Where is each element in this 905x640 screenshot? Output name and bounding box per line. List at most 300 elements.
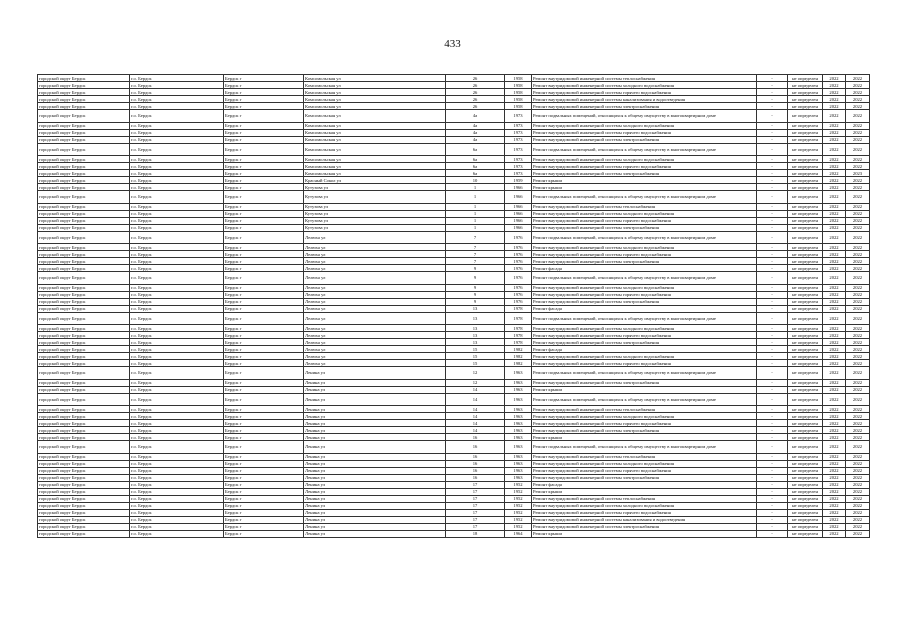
plan-year-cell: 2022 — [823, 353, 846, 360]
cost-cell: - — [757, 516, 788, 523]
cost-cell: - — [757, 488, 788, 495]
cost-cell: - — [757, 170, 788, 177]
municipality-cell: городской округ Бердск — [38, 89, 130, 96]
municipality-cell: городской округ Бердск — [38, 420, 130, 427]
table-row — [38, 291, 870, 298]
locality-cell: Бердск г — [224, 170, 304, 177]
cost-cell: - — [757, 413, 788, 420]
cost-cell: - — [757, 502, 788, 509]
plan-year-cell: 2022 — [823, 467, 846, 474]
work-type-cell: Ремонт внутридомовой инженерной системы горячего водоснабжения — [532, 509, 757, 516]
contractor-cell: не определен — [788, 170, 823, 177]
house-cell: 17 — [446, 516, 505, 523]
house-cell: 1 — [446, 224, 505, 231]
plan-year-cell: 2022 — [823, 89, 846, 96]
settlement-cell: г.о. Бердск — [130, 122, 224, 129]
settlement-cell: г.о. Бердск — [130, 103, 224, 110]
plan-year-cell: 2022 — [823, 509, 846, 516]
municipality-cell: городской округ Бердск — [38, 305, 130, 312]
work-type-cell: Ремонт внутридомовой инженерной системы электроснабжения — [532, 339, 757, 346]
cost-cell: - — [757, 210, 788, 217]
street-cell: Лелюха ул — [304, 325, 446, 332]
year-built-cell: 1952 — [505, 495, 532, 502]
year-built-cell: 1973 — [505, 110, 532, 123]
plan-year-cell: 2022 — [823, 156, 846, 163]
settlement-cell: г.о. Бердск — [130, 353, 224, 360]
plan-year-cell: 2022 — [823, 367, 846, 380]
house-cell: 17 — [446, 488, 505, 495]
municipality-cell: городской округ Бердск — [38, 156, 130, 163]
end-year-cell: 2022 — [846, 530, 870, 537]
municipality-cell: городской округ Бердск — [38, 103, 130, 110]
plan-year-cell: 2022 — [823, 217, 846, 224]
end-year-cell: 2022 — [846, 122, 870, 129]
cost-cell: - — [757, 360, 788, 367]
municipality-cell: городской округ Бердск — [38, 170, 130, 177]
plan-year-cell: 2022 — [823, 136, 846, 143]
cost-cell: - — [757, 156, 788, 163]
municipality-cell: городской округ Бердск — [38, 509, 130, 516]
year-built-cell: 1964 — [505, 530, 532, 537]
street-cell: Лелюха ул — [304, 298, 446, 305]
end-year-cell: 2022 — [846, 96, 870, 103]
contractor-cell: не определен — [788, 353, 823, 360]
cost-cell: - — [757, 509, 788, 516]
house-cell: 6а — [446, 143, 505, 156]
locality-cell: Бердск г — [224, 103, 304, 110]
house-cell: 26 — [446, 89, 505, 96]
contractor-cell: не определен — [788, 474, 823, 481]
street-cell: Лелюха ул — [304, 244, 446, 251]
contractor-cell: не определен — [788, 210, 823, 217]
cost-cell: - — [757, 339, 788, 346]
house-cell: 17 — [446, 495, 505, 502]
year-built-cell: 1963 — [505, 427, 532, 434]
contractor-cell: не определен — [788, 231, 823, 244]
work-type-cell: Ремонт внутридомовой инженерной системы теплоснабжения — [532, 75, 757, 82]
work-type-cell: Ремонт внутридомовой инженерной системы электроснабжения — [532, 298, 757, 305]
table-row — [38, 474, 870, 481]
municipality-cell: городской округ Бердск — [38, 386, 130, 393]
work-type-cell: Ремонт внутридомовой инженерной системы горячего водоснабжения — [532, 420, 757, 427]
table-row — [38, 96, 870, 103]
work-type-cell: Ремонт внутридомовой инженерной системы холодного водоснабжения — [532, 210, 757, 217]
end-year-cell: 2022 — [846, 460, 870, 467]
work-type-cell: Ремонт крыши — [532, 434, 757, 441]
work-type-cell: Ремонт внутридомовой инженерной системы горячего водоснабжения — [532, 163, 757, 170]
work-type-cell: Ремонт внутридомовой инженерной системы теплоснабжения — [532, 406, 757, 413]
contractor-cell: не определен — [788, 434, 823, 441]
municipality-cell: городской округ Бердск — [38, 332, 130, 339]
plan-year-cell: 2022 — [823, 231, 846, 244]
year-built-cell: 1966 — [505, 210, 532, 217]
work-type-cell: Ремонт внутридомовой инженерной системы горячего водоснабжения — [532, 467, 757, 474]
settlement-cell: г.о. Бердск — [130, 467, 224, 474]
year-built-cell: 1976 — [505, 272, 532, 285]
settlement-cell: г.о. Бердск — [130, 217, 224, 224]
end-year-cell: 2022 — [846, 89, 870, 96]
plan-year-cell: 2022 — [823, 284, 846, 291]
table-row — [38, 495, 870, 502]
end-year-cell: 2022 — [846, 495, 870, 502]
plan-year-cell: 2022 — [823, 96, 846, 103]
locality-cell: Бердск г — [224, 143, 304, 156]
municipality-cell: городской округ Бердск — [38, 291, 130, 298]
locality-cell: Бердск г — [224, 122, 304, 129]
locality-cell: Бердск г — [224, 420, 304, 427]
house-cell: 9 — [446, 284, 505, 291]
settlement-cell: г.о. Бердск — [130, 488, 224, 495]
year-built-cell: 1966 — [505, 217, 532, 224]
contractor-cell: не определен — [788, 509, 823, 516]
year-built-cell: 1952 — [505, 481, 532, 488]
work-type-cell: Ремонт крыши — [532, 530, 757, 537]
table-row — [38, 312, 870, 325]
year-built-cell: 1963 — [505, 460, 532, 467]
cost-cell: - — [757, 467, 788, 474]
locality-cell: Бердск г — [224, 516, 304, 523]
locality-cell: Бердск г — [224, 467, 304, 474]
table-row — [38, 460, 870, 467]
table-row — [38, 413, 870, 420]
cost-cell: - — [757, 367, 788, 380]
year-built-cell: 1976 — [505, 251, 532, 258]
table-row — [38, 143, 870, 156]
end-year-cell: 2022 — [846, 291, 870, 298]
year-built-cell: 1982 — [505, 353, 532, 360]
street-cell: Комсомольская ул — [304, 103, 446, 110]
cost-cell: - — [757, 129, 788, 136]
table-row — [38, 427, 870, 434]
plan-year-cell: 2022 — [823, 346, 846, 353]
year-built-cell: 1978 — [505, 339, 532, 346]
street-cell: Ленина ул — [304, 420, 446, 427]
house-cell: 17 — [446, 502, 505, 509]
contractor-cell: не определен — [788, 420, 823, 427]
street-cell: Ленина ул — [304, 386, 446, 393]
locality-cell: Бердск г — [224, 191, 304, 204]
year-built-cell: 1973 — [505, 122, 532, 129]
cost-cell: - — [757, 291, 788, 298]
end-year-cell: 2022 — [846, 523, 870, 530]
table-row — [38, 509, 870, 516]
house-cell: 12 — [446, 379, 505, 386]
locality-cell: Бердск г — [224, 427, 304, 434]
table-row — [38, 467, 870, 474]
street-cell: Комсомольская ул — [304, 96, 446, 103]
plan-year-cell: 2022 — [823, 488, 846, 495]
municipality-cell: городской округ Бердск — [38, 488, 130, 495]
street-cell: Лелюха ул — [304, 312, 446, 325]
house-cell: 6а — [446, 170, 505, 177]
end-year-cell: 2022 — [846, 441, 870, 454]
settlement-cell: г.о. Бердск — [130, 163, 224, 170]
plan-year-cell: 2022 — [823, 441, 846, 454]
locality-cell: Бердск г — [224, 284, 304, 291]
settlement-cell: г.о. Бердск — [130, 291, 224, 298]
house-cell: 26 — [446, 82, 505, 89]
contractor-cell: не определен — [788, 82, 823, 89]
work-type-cell: Ремонт внутридомовой инженерной системы холодного водоснабжения — [532, 284, 757, 291]
municipality-cell: городской округ Бердск — [38, 110, 130, 123]
table-row — [38, 224, 870, 231]
work-type-cell: Ремонт внутридомовой инженерной системы электроснабжения — [532, 136, 757, 143]
house-cell: 12 — [446, 367, 505, 380]
year-built-cell: 1963 — [505, 434, 532, 441]
work-type-cell: Ремонт подвальных помещений, относящихся к общему имуществу в многоквартирном доме — [532, 191, 757, 204]
locality-cell: Бердск г — [224, 488, 304, 495]
locality-cell: Бердск г — [224, 434, 304, 441]
table-row — [38, 386, 870, 393]
end-year-cell: 2022 — [846, 284, 870, 291]
house-cell: 9 — [446, 298, 505, 305]
year-built-cell: 1958 — [505, 103, 532, 110]
table-row — [38, 339, 870, 346]
cost-cell: - — [757, 305, 788, 312]
table-row — [38, 530, 870, 537]
contractor-cell: не определен — [788, 96, 823, 103]
end-year-cell: 2022 — [846, 434, 870, 441]
work-type-cell: Ремонт внутридомовой инженерной системы холодного водоснабжения — [532, 122, 757, 129]
settlement-cell: г.о. Бердск — [130, 453, 224, 460]
locality-cell: Бердск г — [224, 353, 304, 360]
street-cell: Ленина ул — [304, 488, 446, 495]
municipality-cell: городской округ Бердск — [38, 265, 130, 272]
locality-cell: Бердск г — [224, 96, 304, 103]
locality-cell: Бердск г — [224, 495, 304, 502]
page-number: 433 — [444, 38, 461, 50]
settlement-cell: г.о. Бердск — [130, 224, 224, 231]
plan-year-cell: 2022 — [823, 122, 846, 129]
municipality-cell: городской округ Бердск — [38, 523, 130, 530]
end-year-cell: 2022 — [846, 110, 870, 123]
end-year-cell: 2022 — [846, 156, 870, 163]
cost-cell: - — [757, 96, 788, 103]
cost-cell: - — [757, 346, 788, 353]
locality-cell: Бердск г — [224, 265, 304, 272]
table-row — [38, 244, 870, 251]
contractor-cell: не определен — [788, 339, 823, 346]
locality-cell: Бердск г — [224, 89, 304, 96]
contractor-cell: не определен — [788, 346, 823, 353]
plan-year-cell: 2022 — [823, 427, 846, 434]
end-year-cell: 2022 — [846, 360, 870, 367]
year-built-cell: 1978 — [505, 305, 532, 312]
street-cell: Лелюха ул — [304, 360, 446, 367]
end-year-cell: 2022 — [846, 298, 870, 305]
municipality-cell: городской округ Бердск — [38, 474, 130, 481]
works-register-table — [37, 74, 870, 538]
work-type-cell: Ремонт внутридомовой инженерной системы электроснабжения — [532, 258, 757, 265]
contractor-cell: не определен — [788, 488, 823, 495]
work-type-cell: Ремонт внутридомовой инженерной системы электроснабжения — [532, 103, 757, 110]
settlement-cell: г.о. Бердск — [130, 75, 224, 82]
municipality-cell: городской округ Бердск — [38, 184, 130, 191]
municipality-cell: городской округ Бердск — [38, 413, 130, 420]
end-year-cell: 2022 — [846, 346, 870, 353]
street-cell: Ленина ул — [304, 502, 446, 509]
contractor-cell: не определен — [788, 453, 823, 460]
year-built-cell: 1963 — [505, 467, 532, 474]
locality-cell: Бердск г — [224, 136, 304, 143]
municipality-cell: городской округ Бердск — [38, 441, 130, 454]
plan-year-cell: 2022 — [823, 413, 846, 420]
table-row — [38, 231, 870, 244]
cost-cell: - — [757, 427, 788, 434]
street-cell: Лелюха ул — [304, 346, 446, 353]
year-built-cell: 1963 — [505, 420, 532, 427]
house-cell: 26 — [446, 75, 505, 82]
contractor-cell: не определен — [788, 89, 823, 96]
year-built-cell: 1976 — [505, 291, 532, 298]
contractor-cell: не определен — [788, 184, 823, 191]
street-cell: Комсомольская ул — [304, 110, 446, 123]
work-type-cell: Ремонт внутридомовой инженерной системы холодного водоснабжения — [532, 502, 757, 509]
table-row — [38, 184, 870, 191]
municipality-cell: городской округ Бердск — [38, 467, 130, 474]
street-cell: Ленина ул — [304, 474, 446, 481]
house-cell: 16 — [446, 434, 505, 441]
contractor-cell: не определен — [788, 203, 823, 210]
settlement-cell: г.о. Бердск — [130, 523, 224, 530]
table-row — [38, 103, 870, 110]
cost-cell: - — [757, 177, 788, 184]
contractor-cell: не определен — [788, 191, 823, 204]
work-type-cell: Ремонт фасада — [532, 481, 757, 488]
year-built-cell: 1976 — [505, 284, 532, 291]
locality-cell: Бердск г — [224, 502, 304, 509]
settlement-cell: г.о. Бердск — [130, 502, 224, 509]
locality-cell: Бердск г — [224, 367, 304, 380]
street-cell: Ленина ул — [304, 413, 446, 420]
contractor-cell: не определен — [788, 284, 823, 291]
end-year-cell: 2022 — [846, 367, 870, 380]
municipality-cell: городской округ Бердск — [38, 530, 130, 537]
house-cell: 18 — [446, 530, 505, 537]
settlement-cell: г.о. Бердск — [130, 420, 224, 427]
table-row — [38, 502, 870, 509]
year-built-cell: 1958 — [505, 96, 532, 103]
municipality-cell: городской округ Бердск — [38, 346, 130, 353]
table-row — [38, 305, 870, 312]
plan-year-cell: 2022 — [823, 393, 846, 406]
street-cell: Лелюха ул — [304, 291, 446, 298]
plan-year-cell: 2022 — [823, 265, 846, 272]
house-cell: 6а — [446, 156, 505, 163]
house-cell: 1 — [446, 191, 505, 204]
table-row — [38, 217, 870, 224]
cost-cell: - — [757, 393, 788, 406]
end-year-cell: 2022 — [846, 265, 870, 272]
house-cell: 13 — [446, 312, 505, 325]
house-cell: 7 — [446, 231, 505, 244]
locality-cell: Бердск г — [224, 393, 304, 406]
year-built-cell: 1976 — [505, 231, 532, 244]
work-type-cell: Ремонт фасада — [532, 305, 757, 312]
house-cell: 13 — [446, 325, 505, 332]
house-cell: 9 — [446, 265, 505, 272]
municipality-cell: городской округ Бердск — [38, 143, 130, 156]
contractor-cell: не определен — [788, 244, 823, 251]
house-cell: 14 — [446, 393, 505, 406]
settlement-cell: г.о. Бердск — [130, 272, 224, 285]
table-row — [38, 488, 870, 495]
locality-cell: Бердск г — [224, 110, 304, 123]
municipality-cell: городской округ Бердск — [38, 272, 130, 285]
work-type-cell: Ремонт внутридомовой инженерной системы электроснабжения — [532, 427, 757, 434]
settlement-cell: г.о. Бердск — [130, 298, 224, 305]
work-type-cell: Ремонт крыши — [532, 386, 757, 393]
table-row — [38, 129, 870, 136]
end-year-cell: 2022 — [846, 305, 870, 312]
contractor-cell: не определен — [788, 291, 823, 298]
contractor-cell: не определен — [788, 379, 823, 386]
table-row — [38, 434, 870, 441]
work-type-cell: Ремонт внутридомовой инженерной системы теплоснабжения — [532, 495, 757, 502]
work-type-cell: Ремонт подвальных помещений, относящихся к общему имуществу в многоквартирном доме — [532, 367, 757, 380]
contractor-cell: не определен — [788, 393, 823, 406]
contractor-cell: не определен — [788, 441, 823, 454]
plan-year-cell: 2022 — [823, 516, 846, 523]
house-cell: 14 — [446, 413, 505, 420]
settlement-cell: г.о. Бердск — [130, 346, 224, 353]
end-year-cell: 2022 — [846, 502, 870, 509]
year-built-cell: 1958 — [505, 89, 532, 96]
contractor-cell: не определен — [788, 523, 823, 530]
end-year-cell: 2022 — [846, 467, 870, 474]
street-cell: Лелюха ул — [304, 305, 446, 312]
locality-cell: Бердск г — [224, 231, 304, 244]
street-cell: Ленина ул — [304, 516, 446, 523]
work-type-cell: Ремонт подвальных помещений, относящихся к общему имуществу в многоквартирном доме — [532, 441, 757, 454]
contractor-cell: не определен — [788, 217, 823, 224]
contractor-cell: не определен — [788, 272, 823, 285]
plan-year-cell: 2022 — [823, 129, 846, 136]
settlement-cell: г.о. Бердск — [130, 96, 224, 103]
house-cell: 16 — [446, 453, 505, 460]
year-built-cell: 1982 — [505, 346, 532, 353]
work-type-cell: Ремонт внутридомовой инженерной системы холодного водоснабжения — [532, 244, 757, 251]
municipality-cell: городской округ Бердск — [38, 122, 130, 129]
contractor-cell: не определен — [788, 332, 823, 339]
plan-year-cell: 2022 — [823, 143, 846, 156]
year-built-cell: 1976 — [505, 244, 532, 251]
locality-cell: Бердск г — [224, 82, 304, 89]
cost-cell: - — [757, 244, 788, 251]
plan-year-cell: 2022 — [823, 163, 846, 170]
settlement-cell: г.о. Бердск — [130, 386, 224, 393]
house-cell: 7 — [446, 251, 505, 258]
work-type-cell: Ремонт внутридомовой инженерной системы канализования и водоотведения — [532, 96, 757, 103]
settlement-cell: г.о. Бердск — [130, 136, 224, 143]
locality-cell: Бердск г — [224, 210, 304, 217]
plan-year-cell: 2022 — [823, 110, 846, 123]
table-row — [38, 156, 870, 163]
house-cell: 6а — [446, 163, 505, 170]
work-type-cell: Ремонт подвальных помещений, относящихся к общему имуществу в многоквартирном доме — [532, 272, 757, 285]
year-built-cell: 1959 — [505, 177, 532, 184]
locality-cell: Бердск г — [224, 312, 304, 325]
year-built-cell: 1958 — [505, 75, 532, 82]
end-year-cell: 2022 — [846, 474, 870, 481]
settlement-cell: г.о. Бердск — [130, 434, 224, 441]
plan-year-cell: 2022 — [823, 420, 846, 427]
street-cell: Ленина ул — [304, 481, 446, 488]
house-cell: 17 — [446, 523, 505, 530]
municipality-cell: городской округ Бердск — [38, 210, 130, 217]
table-row — [38, 170, 870, 177]
year-built-cell: 1952 — [505, 488, 532, 495]
